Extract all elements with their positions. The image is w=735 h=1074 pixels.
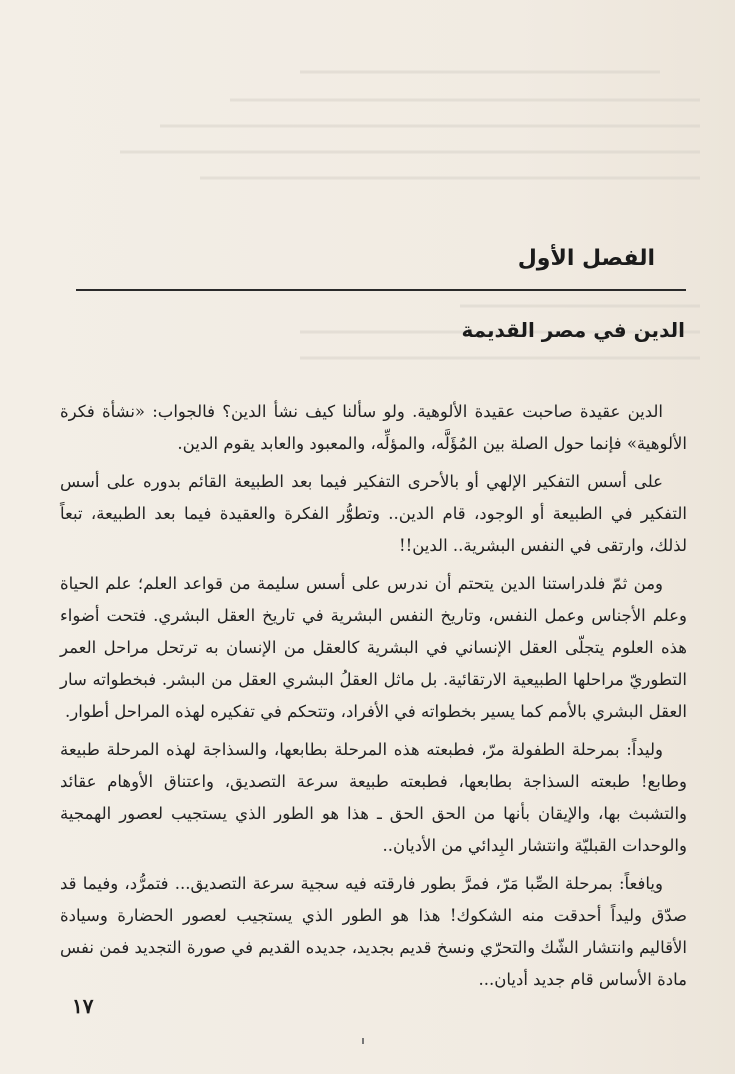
paper-speck — [362, 1038, 364, 1044]
section-title: الدين في مصر القديمة — [461, 318, 685, 342]
chapter-divider — [76, 289, 686, 291]
paragraph-5: ويافعاً: بمرحلة الصِّبا مَرّ، فمرَّ بطور فارقته فيه سجية سرعة التصديق... فتمرُّد، وفيما قد صدّق وليداً أحدقت منه الشكوك! هذا هو الطور الذي يستجيب لعصور الحضارة وسيادة الأقاليم وانتشار الشّك والتحرّي ونسخ قديم بجديد، جديده القديم في صورة التجديد فمن نفس مادة الأساس قام جديد أديان... — [60, 874, 687, 989]
page-number: ١٧ — [72, 994, 94, 1018]
paragraph-2: على أسس التفكير الإلهي أو بالأحرى التفكير فيما بعد الطبيعة القائم بدوره على أسس التفكير في الطبيعة أو الوجود، قام الدين.. وتطوُّر الفكرة والعقيدة فيما بعد الطبيعة، تبعاً لذلك، وارتقى في النفس البشرية.. الدين!! — [60, 472, 687, 555]
paragraph-3: ومن ثمّ فلدراستنا الدين يتحتم أن ندرس على أسس سليمة من قواعد العلم؛ علم الحياة وعلم الأجناس وعمل النفس، وتاريخ النفس البشرية في تاريخ العقل البشري. فتحت أضواء هذه العلوم يتجلّى العقل الإنساني في البشرية كالعقل من الإنسان به ترتحل مراحل العمر التطوريّ مراحلها الطبيعية الارتقائية. بل ماثل العقلُ البشري العقل من البشر. فبخطواته سار العقل البشري بالأمم كما يسير بخطواته في الأفراد، وتتحكم في تفكيره لهذه المراحل أطوار. — [60, 574, 687, 721]
paragraph-4: وليداً: بمرحلة الطفولة مرّ، فطبعته هذه المرحلة بطابعها، والسذاجة لهذه المرحلة طبيعة وطابع! طبعته السذاجة بطابعها، فطبعته طبيعة سرعة التصديق، واعتناق الأوهام عقائد والتشبث بها، والإيقان بأنها من الحق الحق ـ هذا هو الطور الذي يستجيب لعصور الهمجية والوحدات القبليّة وانتشار البِدائي من الأديان.. — [60, 740, 687, 855]
body-text — [60, 396, 687, 1002]
chapter-title: الفصل الأول — [517, 246, 655, 271]
paragraph-1: الدين عقيدة صاحبت عقيدة الألوهية. ولو سألنا كيف نشأ الدين؟ فالجواب: «نشأة فكرة الألوهية» فإنما حول الصلة بين المُؤَلَّه، والمؤلِّه، والمعبود والعابد يقوم الدين. — [60, 402, 687, 453]
